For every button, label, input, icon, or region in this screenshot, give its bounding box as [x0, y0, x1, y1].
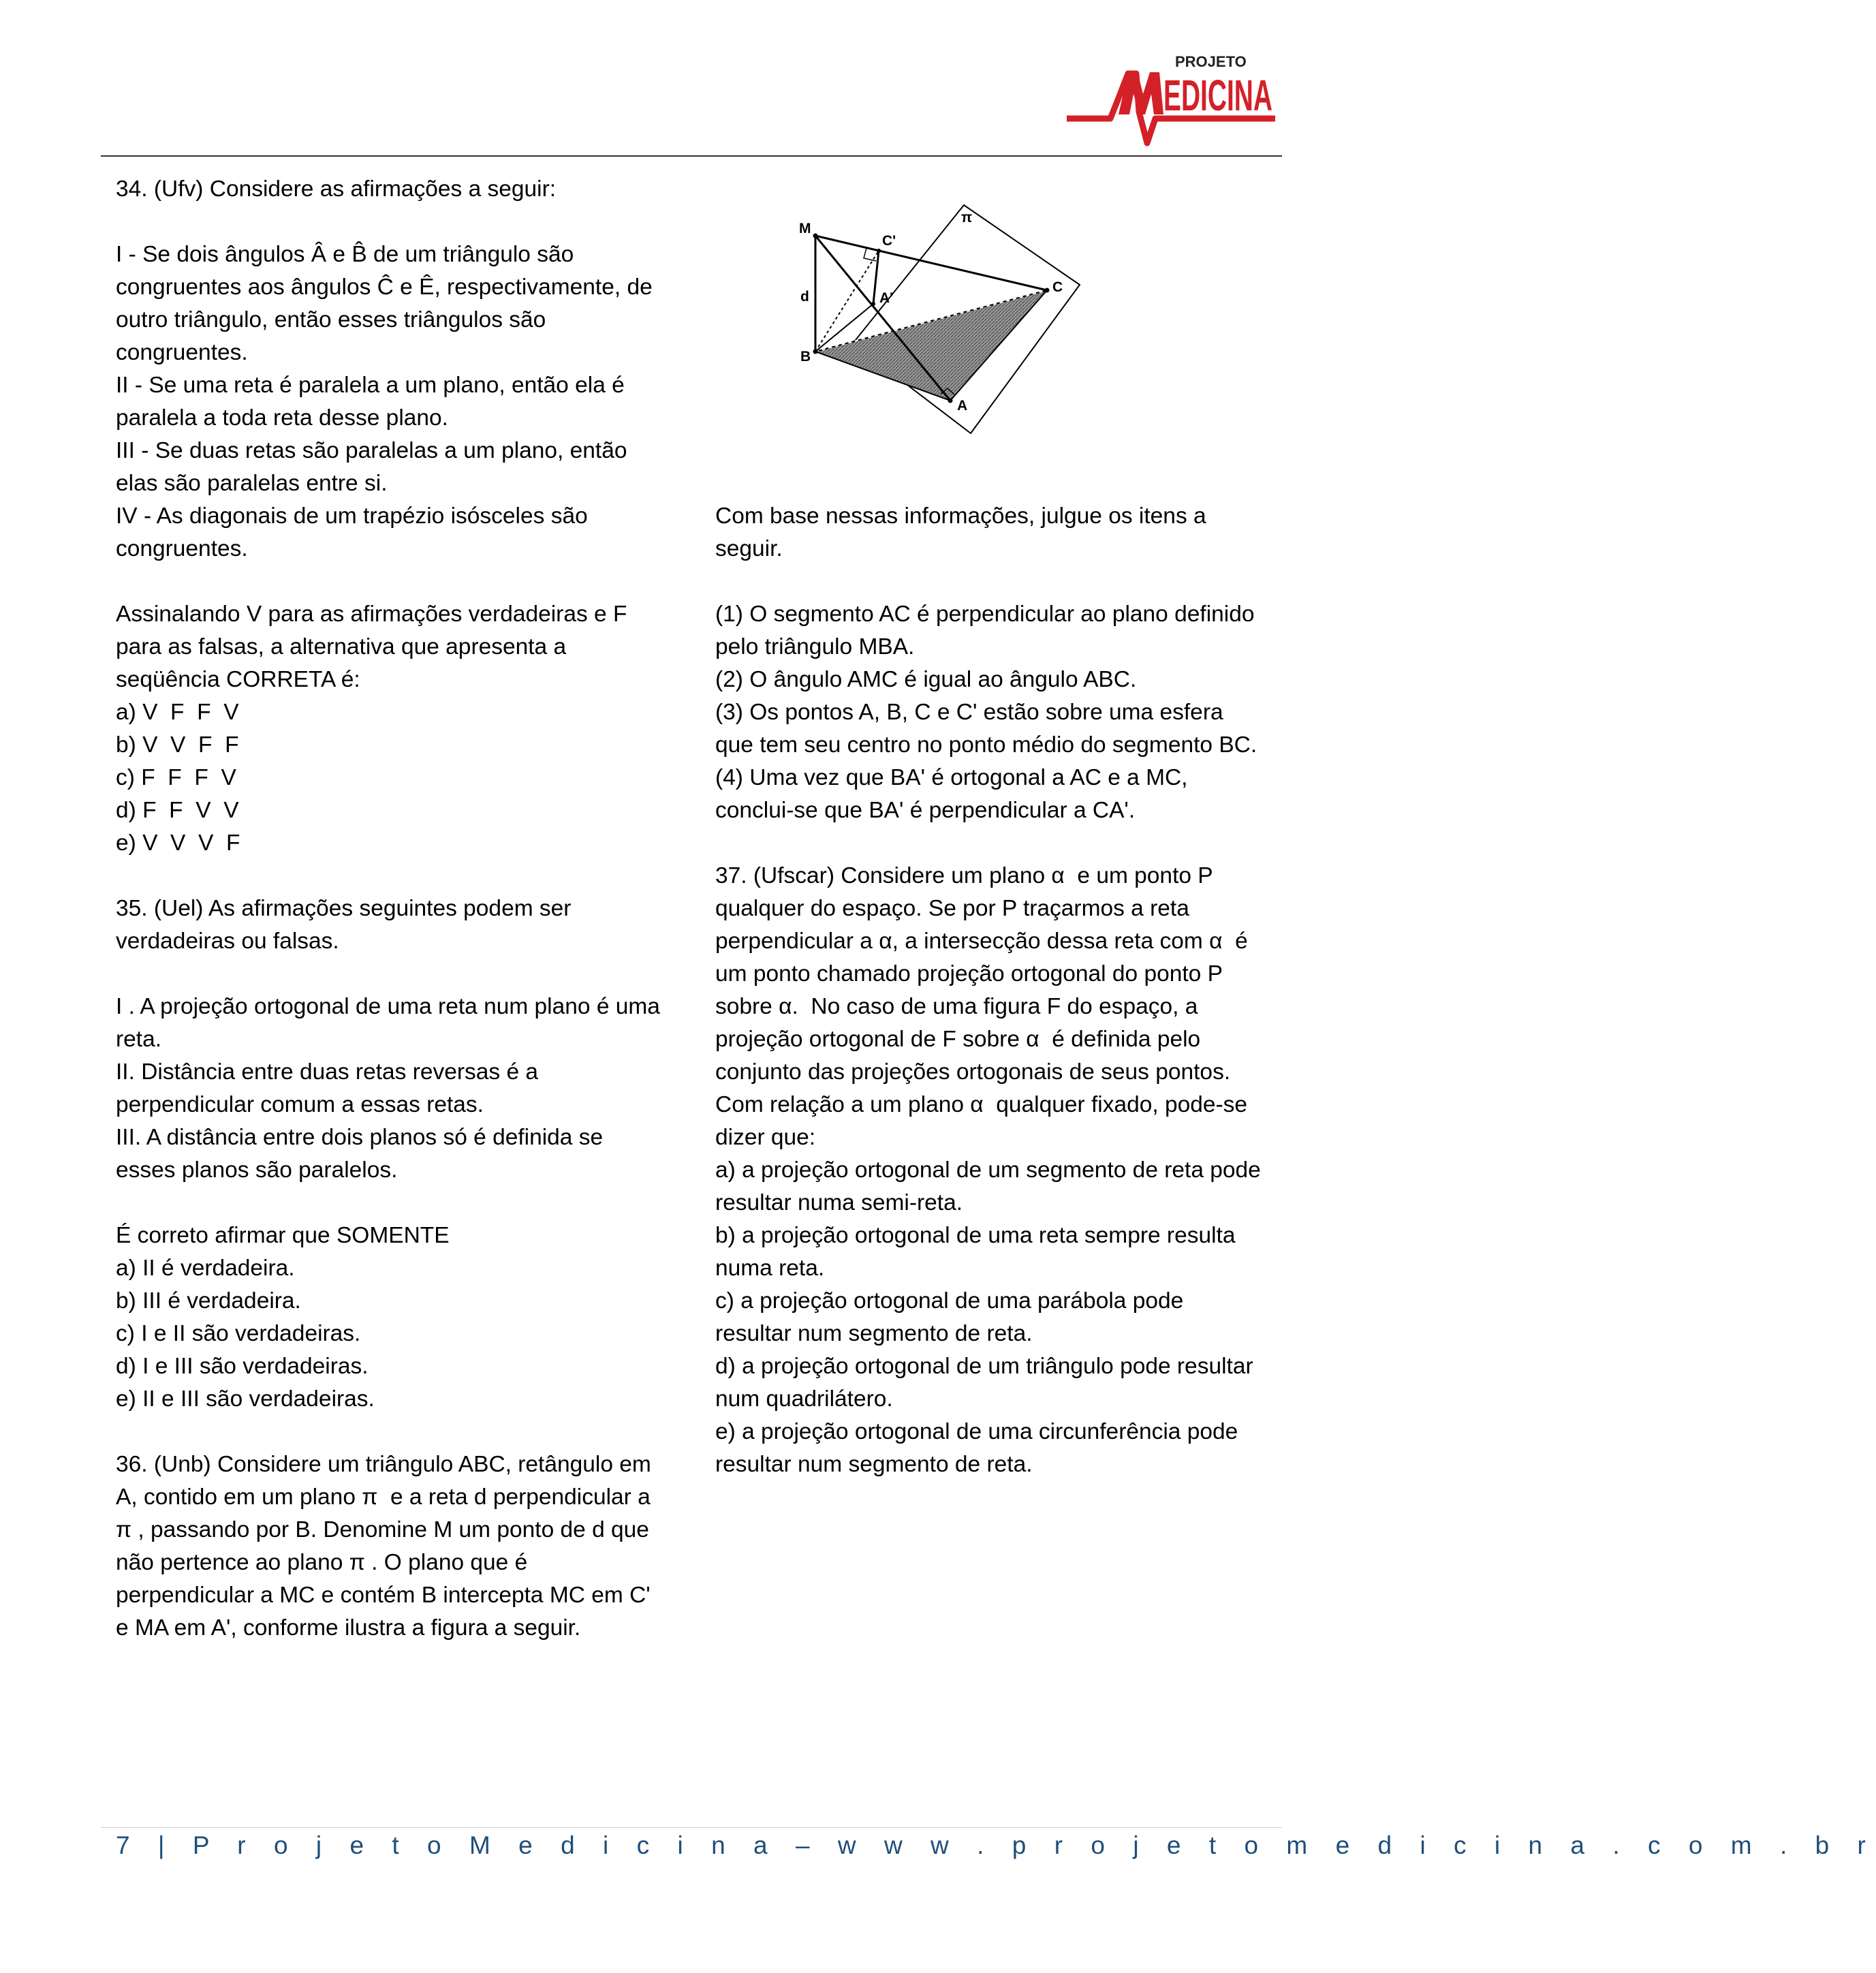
question-35 [116, 892, 688, 1416]
question-36-line: A, contido em um plano π e a reta d perpendicular a [116, 1485, 651, 1510]
left-column [116, 173, 688, 1645]
q34-option-b: b) V V F F [116, 732, 239, 758]
question-36-continued [715, 500, 1287, 827]
q34-statement-line: IV - As diagonais de um trapézio isósceles são [116, 503, 588, 529]
q37-option-c: c) a projeção ortogonal de uma parábola pode [715, 1288, 1184, 1314]
q35-statement-line: perpendicular comum a essas retas. [116, 1092, 484, 1117]
q35-prompt: É correto afirmar que SOMENTE [116, 1223, 450, 1248]
q35-statement-line: esses planos são paralelos. [116, 1158, 398, 1183]
header-divider [101, 155, 1282, 157]
q34-statement-line: outro triângulo, então esses triângulos são [116, 307, 546, 332]
question-36-line: não pertence ao plano π . O plano que é [116, 1550, 528, 1575]
q35-option-d: d) I e III são verdadeiras. [116, 1354, 369, 1379]
label-b: B [800, 349, 811, 364]
q37-option-a: resultar numa semi-reta. [715, 1190, 963, 1215]
q36-item-line: (2) O ângulo AMC é igual ao ângulo ABC. [715, 667, 1137, 692]
q37-option-b: numa reta. [715, 1256, 825, 1281]
page-footer: 7 | P r o j e t o M e d i c i n a – w w w . p r o j e t o m e d i c i n a . c o m . b r [116, 1831, 1876, 1859]
question-36 [116, 1448, 688, 1645]
question-37-line: sobre α. No caso de uma figura F do espaço, a [715, 994, 1198, 1019]
q35-statement-line: III. A distância entre dois planos só é definida se [116, 1125, 604, 1150]
question-35-title: verdadeiras ou falsas. [116, 929, 339, 954]
q34-statement-line: congruentes. [116, 340, 248, 365]
question-34-title: 34. (Ufv) Considere as afirmações a seguir: [116, 176, 557, 202]
q35-statement-line: II. Distância entre duas retas reversas é a [116, 1059, 539, 1085]
q34-statement-line: III - Se duas retas são paralelas a um plano, então [116, 438, 627, 463]
question-36-line: 36. (Unb) Considere um triângulo ABC, retângulo em [116, 1452, 651, 1477]
q34-option-a: a) V F F V [116, 700, 239, 725]
q36-item-line: conclui-se que BA' é perpendicular a CA'. [715, 798, 1136, 823]
label-c-prime: C' [882, 233, 896, 249]
question-37 [715, 860, 1287, 1481]
label-a-prime: A' [879, 290, 894, 306]
q37-option-c: resultar num segmento de reta. [715, 1321, 1033, 1346]
question-37-line: perpendicular a α, a intersecção dessa reta com α é [715, 929, 1248, 954]
q35-option-a: a) II é verdadeira. [116, 1256, 295, 1281]
label-m: M [799, 221, 811, 236]
q37-option-e: e) a projeção ortogonal de uma circunferência pode [715, 1419, 1238, 1444]
q36-item-line: (3) Os pontos A, B, C e C' estão sobre uma esfera [715, 700, 1223, 725]
logo-top-text: PROJETO [1175, 53, 1247, 70]
question-34 [116, 173, 688, 860]
q34-prompt-line: para as falsas, a alternativa que apresenta a [116, 634, 567, 659]
q36-item-line: (4) Uma vez que BA' é ortogonal a AC e a MC, [715, 765, 1188, 790]
q36-prompt-line: Com base nessas informações, julgue os itens a [715, 503, 1206, 529]
q34-statement-line: I - Se dois ângulos Â e B̂ de um triângulo são [116, 242, 574, 267]
q35-option-c: c) I e II são verdadeiras. [116, 1321, 361, 1346]
q34-statement-line: elas são paralelas entre si. [116, 471, 388, 496]
q36-item-line: que tem seu centro no ponto médio do segmento BC. [715, 732, 1257, 758]
q34-option-e: e) V V V F [116, 830, 240, 856]
q35-option-e: e) II e III são verdadeiras. [116, 1386, 375, 1412]
q35-statement-line: reta. [116, 1027, 162, 1052]
q34-option-c: c) F F F V [116, 765, 236, 790]
question-37-line: qualquer do espaço. Se por P traçarmos a reta [715, 896, 1189, 921]
q37-option-a: a) a projeção ortogonal de um segmento de reta pode [715, 1158, 1261, 1183]
question-36-line: perpendicular a MC e contém B intercepta MC em C' [116, 1583, 651, 1608]
question-36-line: e MA em A', conforme ilustra a figura a seguir. [116, 1615, 581, 1641]
q36-prompt-line: seguir. [715, 536, 783, 561]
q34-option-d: d) F F V V [116, 798, 239, 823]
logo-main-text: EDICINA [1163, 71, 1272, 120]
q34-statement-line: paralela a toda reta desse plano. [116, 405, 448, 431]
question-37-line: projeção ortogonal de F sobre α é definida pelo [715, 1027, 1201, 1052]
q37-option-d: num quadrilátero. [715, 1386, 893, 1412]
q36-item-line: (1) O segmento AC é perpendicular ao plano definido [715, 602, 1255, 627]
q34-statement-line: congruentes aos ângulos Ĉ e Ê, respectivamente, de [116, 275, 653, 300]
label-pi: π [961, 210, 973, 226]
label-d: d [800, 289, 809, 305]
q37-option-d: d) a projeção ortogonal de um triângulo pode resultar [715, 1354, 1253, 1379]
q34-statement-line: II - Se uma reta é paralela a um plano, então ela é [116, 373, 625, 398]
q35-option-b: b) III é verdadeira. [116, 1288, 301, 1314]
question-37-line: Com relação a um plano α qualquer fixado, pode-se [715, 1092, 1248, 1117]
question-37-line: um ponto chamado projeção ortogonal do ponto P [715, 961, 1223, 986]
q34-statement-line: congruentes. [116, 536, 248, 561]
footer-divider [101, 1827, 1282, 1828]
question-37-line: 37. (Ufscar) Considere um plano α e um ponto P [715, 863, 1213, 888]
q36-item-line: pelo triângulo MBA. [715, 634, 915, 659]
q34-prompt-line: seqüência CORRETA é: [116, 667, 360, 692]
projeto-medicina-logo [1063, 49, 1281, 151]
q37-option-e: resultar num segmento de reta. [715, 1452, 1033, 1477]
q34-prompt-line: Assinalando V para as afirmações verdadeiras e F [116, 602, 627, 627]
question-37-line: dizer que: [715, 1125, 816, 1150]
question-36-line: π , passando por B. Denomine M um ponto de d que [116, 1517, 649, 1542]
label-c: C [1052, 279, 1063, 295]
question-35-title: 35. (Uel) As afirmações seguintes podem ser [116, 896, 572, 921]
label-a: A [957, 398, 968, 414]
q37-option-b: b) a projeção ortogonal de uma reta sempre resulta [715, 1223, 1236, 1248]
question-37-line: conjunto das projeções ortogonais de seus pontos. [715, 1059, 1231, 1085]
q35-statement-line: I . A projeção ortogonal de uma reta num plano é uma [116, 994, 660, 1019]
right-column [715, 173, 1287, 1481]
